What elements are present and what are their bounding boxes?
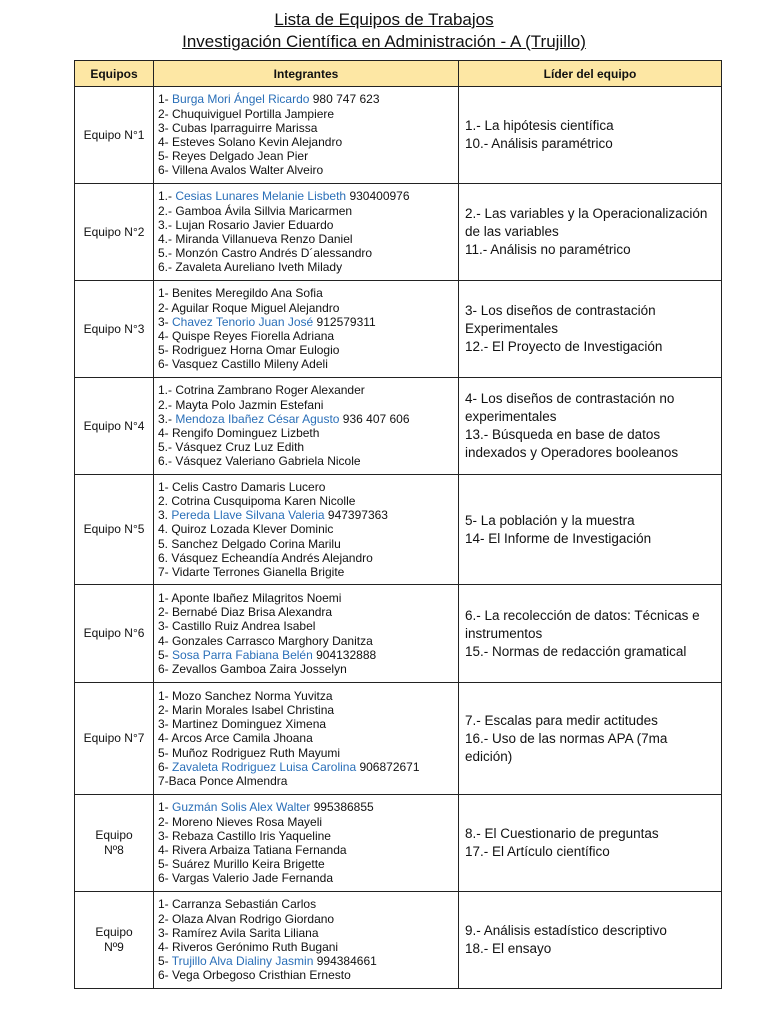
team-topics: [459, 585, 722, 683]
team-name: Equipo N°4: [75, 378, 154, 475]
member-line: 1- Aponte Ibañez Milagritos Noemi: [158, 590, 342, 605]
table-row: [75, 378, 722, 475]
member-line: [158, 92, 454, 106]
team-members: [154, 378, 459, 475]
member-line: 2- Aguilar Roque Miguel Alejandro: [158, 300, 340, 315]
header-leader: Líder del equipo: [459, 61, 722, 87]
member-line: 2- Olaza Alvan Rodrigo Giordano: [158, 911, 335, 926]
member-line: 5. Sanchez Delgado Corina Marilu: [158, 536, 341, 551]
table-header-row: [75, 61, 722, 87]
member-line: [158, 189, 454, 203]
team-topics: [459, 281, 722, 378]
member-line: 5- Suárez Murillo Keira Brigette: [158, 857, 325, 872]
team-leader-name: Guzmán Solis Alex Walter: [172, 800, 311, 815]
team-name: Equipo N°2: [75, 184, 154, 281]
member-number: 5-: [158, 954, 172, 969]
member-line: 6. Vásquez Echeandía Andrés Alejandro: [158, 550, 373, 565]
team-topics: [459, 87, 722, 184]
member-line: 1- Benites Meregildo Ana Sofia: [158, 286, 323, 301]
member-line: 6- Villena Avalos Walter Alveiro: [158, 163, 324, 178]
member-line: 4.- Miranda Villanueva Renzo Daniel: [158, 232, 353, 246]
team-members: [154, 475, 459, 585]
team-leader-name: Cesias Lunares Melanie Lisbeth: [175, 189, 347, 204]
member-line: 5.- Monzón Castro Andrés D´alessandro: [158, 246, 373, 261]
leader-phone: 936 407 606: [339, 411, 410, 426]
teams-table: [74, 60, 722, 989]
topic-item: 1.- La hipótesis científica: [465, 118, 614, 133]
leader-phone: 904132888: [312, 647, 377, 662]
member-line: 6- Vega Orbegoso Cristhian Ernesto: [158, 968, 351, 983]
member-line: 6- Zevallos Gamboa Zaira Josselyn: [158, 661, 347, 676]
team-leader-name: Sosa Parra Fabiana Belén: [172, 647, 313, 662]
topic-item: 14- El Informe de Investigación: [465, 530, 652, 546]
member-line: 4. Quiroz Lozada Klever Dominic: [158, 522, 334, 537]
member-line: 7-Baca Ponce Almendra: [158, 774, 288, 788]
member-line: 4- Quispe Reyes Fiorella Adriana: [158, 329, 335, 343]
topic-item: 7.- Escalas para medir actitudes: [465, 712, 658, 728]
topic-item: 4- Los diseños de contrastación no experimentales: [465, 391, 675, 424]
member-line: 2.- Gamboa Ávila Sillvia Maricarmen: [158, 203, 353, 218]
topic-item: 12.- El Proyecto de Investigación: [465, 339, 663, 354]
table-row: [75, 87, 722, 184]
team-leader-name: Mendoza Ibañez César Agusto: [175, 411, 340, 426]
member-line: 2- Bernabé Diaz Brisa Alexandra: [158, 605, 333, 620]
member-line: 2- Moreno Nieves Rosa Mayeli: [158, 814, 323, 829]
member-line: 4- Riveros Gerónimo Ruth Bugani: [158, 940, 339, 954]
leader-phone: 947397363: [324, 508, 388, 523]
member-number: 6-: [158, 759, 173, 774]
member-line: [158, 648, 454, 662]
member-line: 2- Marin Morales Isabel Christina: [158, 702, 335, 717]
table-row: [75, 892, 722, 989]
member-number: 1-: [158, 92, 173, 107]
leader-phone: 930400976: [346, 189, 410, 204]
team-members: [154, 683, 459, 795]
member-line: [158, 954, 454, 968]
header-teams: Equipos: [75, 61, 154, 87]
team-members: [154, 585, 459, 683]
topic-item: 18.- El ensayo: [465, 941, 552, 956]
topic-item: 2.- Las variables y la Operacionalización de las variables: [465, 206, 708, 239]
team-members: [154, 892, 459, 989]
member-line: 4- Gonzales Carrasco Marghory Danitza: [158, 633, 373, 648]
table-row: [75, 475, 722, 585]
table-row: [75, 281, 722, 378]
team-members: [154, 184, 459, 281]
member-line: 2.- Mayta Polo Jazmin Estefani: [158, 397, 324, 412]
member-line: 6.- Vásquez Valeriano Gabriela Nicole: [158, 454, 361, 469]
leader-phone: 906872671: [356, 759, 420, 774]
member-line: 5- Reyes Delgado Jean Pier: [158, 149, 309, 164]
member-number: 3.: [158, 508, 172, 523]
table-row: [75, 184, 722, 281]
team-leader-name: Trujillo Alva Dialiny Jasmin: [171, 954, 314, 969]
member-number: 5-: [158, 647, 173, 662]
topic-item: 8.- El Cuestionario de preguntas: [465, 826, 659, 841]
topic-item: 6.- La recolección de datos: Técnicas e instrumentos: [465, 607, 700, 641]
leader-phone: 980 747 623: [309, 92, 380, 107]
member-line: 3- Martinez Dominguez Ximena: [158, 717, 327, 732]
member-line: 7- Vidarte Terrones Gianella Brigite: [158, 565, 345, 579]
team-name: Equipo N°1: [75, 87, 154, 184]
topic-item: 15.- Normas de redacción gramatical: [465, 643, 687, 659]
member-line: 6- Vasquez Castillo Mileny Adeli: [158, 357, 328, 372]
member-line: 4- Arcos Arce Camila Jhoana: [158, 731, 313, 746]
team-members: [154, 281, 459, 378]
member-line: [158, 412, 454, 426]
member-number: 1-: [158, 800, 173, 815]
member-line: 5- Muñoz Rodriguez Ruth Mayumi: [158, 745, 341, 760]
team-name: Equipo Nº8: [75, 795, 154, 892]
member-line: 1- Celis Castro Damaris Lucero: [158, 479, 326, 494]
header-members: Integrantes: [154, 61, 459, 87]
member-line: 4- Rengifo Dominguez Lizbeth: [158, 426, 320, 440]
table-row: [75, 585, 722, 683]
team-topics: [459, 184, 722, 281]
team-leader-name: Pereda Llave Silvana Valeria: [171, 508, 325, 523]
team-name: Equipo N°6: [75, 585, 154, 683]
document-title: Lista de Equipos de Trabajos: [274, 10, 494, 29]
member-line: 2. Cotrina Cusquipoma Karen Nicolle: [158, 493, 356, 508]
member-number: 1.-: [158, 189, 176, 204]
member-line: 3.- Lujan Rosario Javier Eduardo: [158, 217, 334, 232]
team-name: Equipo N°3: [75, 281, 154, 378]
team-members: [154, 87, 459, 184]
team-leader-name: Zavaleta Rodriguez Luisa Carolina: [172, 759, 357, 774]
team-topics: [459, 683, 722, 795]
team-topics: [459, 475, 722, 585]
topic-item: 5- La población y la muestra: [465, 512, 635, 528]
member-line: 3- Castillo Ruiz Andrea Isabel: [158, 619, 316, 634]
leader-phone: 912579311: [313, 314, 376, 329]
member-line: [158, 508, 454, 522]
topic-item: 11.- Análisis no paramétrico: [465, 242, 631, 257]
topic-item: 9.- Análisis estadístico descriptivo: [465, 923, 667, 938]
member-line: [158, 315, 454, 329]
member-number: 3-: [158, 314, 173, 329]
member-line: 3- Ramírez Avila Sarita Liliana: [158, 925, 319, 940]
leader-phone: 994384661: [313, 954, 377, 969]
member-line: 4- Rivera Arbaiza Tatiana Fernanda: [158, 843, 347, 857]
member-line: 6.- Zavaleta Aureliano Iveth Milady: [158, 260, 343, 275]
member-line: 2- Chuquiviguel Portilla Jampiere: [158, 106, 335, 121]
team-topics: [459, 892, 722, 989]
team-leader-name: Burga Mori Ángel Ricardo: [172, 92, 310, 107]
member-line: 6- Vargas Valerio Jade Fernanda: [158, 871, 333, 886]
member-number: 3.-: [158, 411, 176, 426]
member-line: [158, 760, 454, 774]
team-topics: [459, 378, 722, 475]
member-line: 1- Mozo Sanchez Norma Yuvitza: [158, 688, 333, 703]
team-name: Equipo N°7: [75, 683, 154, 795]
document-subtitle: Investigación Científica en Administración - A (Trujillo): [182, 32, 586, 51]
team-leader-name: Chavez Tenorio Juan José: [172, 314, 314, 329]
topic-item: 13.- Búsqueda en base de datos indexados y Operadores booleanos: [465, 427, 679, 460]
member-line: 4- Esteves Solano Kevin Alejandro: [158, 135, 343, 149]
team-members: [154, 795, 459, 892]
topic-item: 3- Los diseños de contrastación Experimentales: [465, 303, 656, 336]
topic-item: 10.- Análisis paramétrico: [465, 136, 613, 151]
team-name: Equipo N°5: [75, 475, 154, 585]
table-row: [75, 683, 722, 795]
member-line: 5.- Vásquez Cruz Luz Edith: [158, 440, 305, 455]
member-line: 1.- Cotrina Zambrano Roger Alexander: [158, 383, 365, 398]
member-line: 3- Rebaza Castillo Iris Yaqueline: [158, 828, 331, 843]
topic-item: 16.- Uso de las normas APA (7ma edición): [465, 730, 668, 764]
team-topics: [459, 795, 722, 892]
member-line: 1- Carranza Sebastián Carlos: [158, 897, 317, 912]
topic-item: 17.- El Artículo científico: [465, 844, 610, 859]
team-name: Equipo Nº9: [75, 892, 154, 989]
member-line: [158, 800, 454, 814]
table-row: [75, 795, 722, 892]
member-line: 5- Rodriguez Horna Omar Eulogio: [158, 343, 340, 358]
leader-phone: 995386855: [310, 800, 374, 815]
member-line: 3- Cubas Iparraguirre Marissa: [158, 120, 318, 135]
